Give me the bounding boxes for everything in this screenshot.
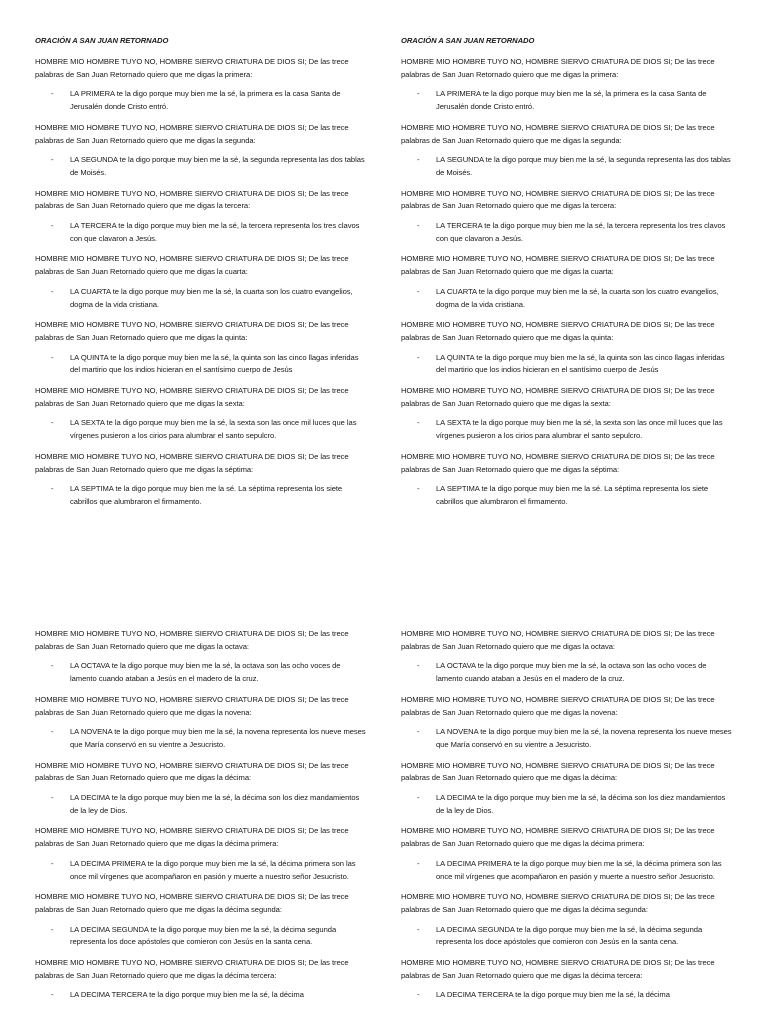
invocation-paragraph: HOMBRE MIO HOMBRE TUYO NO, HOMBRE SIERVO CRIATURA DE DIOS SI; De las trece palabras de San Juan Retornado quiero que me digas la sexta: [35, 386, 349, 408]
list-item-text: LA DECIMA te la digo porque muy bien me la sé, la décima son los diez mandamientos de la ley de Dios. [436, 793, 726, 815]
list-item-text: LA DECIMA PRIMERA te la digo porque muy bien me la sé, la décima primera son las once mil vírgenes que acompañaron en pasión y muerte a nuestro señor Jesucristo. [436, 858, 722, 881]
dash-marker: - [417, 221, 420, 231]
dash-marker: - [417, 661, 420, 671]
list-item [401, 726, 733, 751]
list-item [35, 154, 367, 179]
list-item-text: LA SEGUNDA te la digo porque muy bien me la sé, la segunda representa las dos tablas de Moisés. [436, 155, 731, 177]
dash-marker: - [417, 352, 420, 362]
dash-marker: - [417, 155, 420, 165]
invocation-paragraph: HOMBRE MIO HOMBRE TUYO NO, HOMBRE SIERVO CRIATURA DE DIOS SI; De las trece palabras de San Juan Retornado quiero que me digas la quinta: [401, 320, 715, 342]
invocation-paragraph: HOMBRE MIO HOMBRE TUYO NO, HOMBRE SIERVO CRIATURA DE DIOS SI; De las trece palabras de San Juan Retornado quiero que me digas la novena: [401, 694, 715, 717]
invocation-paragraph: HOMBRE MIO HOMBRE TUYO NO, HOMBRE SIERVO CRIATURA DE DIOS SI; De las trece palabras de San Juan Retornado quiero que me digas la décima tercera: [401, 958, 715, 980]
list-item-text: LA DECIMA SEGUNDA te la digo porque muy bien me la sé, la décima segunda representa los doce apóstoles que comieron con Jesús en la santa cena. [436, 924, 703, 947]
invocation-paragraph: HOMBRE MIO HOMBRE TUYO NO, HOMBRE SIERVO CRIATURA DE DIOS SI; De las trece palabras de San Juan Retornado quiero que me digas la décima segunda: [35, 892, 349, 914]
dash-marker: - [51, 286, 54, 296]
dash-marker: - [51, 418, 54, 428]
invocation-paragraph: HOMBRE MIO HOMBRE TUYO NO, HOMBRE SIERVO CRIATURA DE DIOS SI; De las trece palabras de San Juan Retornado quiero que me digas la décima primera: [35, 826, 349, 849]
list-item-text: LA CUARTA te la digo porque muy bien me la sé, la cuarta son los cuatro evangelios, dogma de la vida cristiana. [70, 286, 353, 309]
invocation-paragraph: HOMBRE MIO HOMBRE TUYO NO, HOMBRE SIERVO CRIATURA DE DIOS SI; De las trece palabras de San Juan Retornado quiero que me digas la primera: [35, 57, 349, 79]
dash-marker: - [51, 924, 54, 934]
list-item-text: LA CUARTA te la digo porque muy bien me la sé, la cuarta son los cuatro evangelios, dogma de la vida cristiana. [436, 286, 719, 309]
list-item-partial [35, 989, 367, 1002]
list-item [35, 792, 367, 817]
list-item [35, 660, 367, 685]
dash-marker: - [417, 89, 420, 99]
list-item-partial [401, 989, 733, 1002]
invocation-paragraph: HOMBRE MIO HOMBRE TUYO NO, HOMBRE SIERVO CRIATURA DE DIOS SI; De las trece palabras de San Juan Retornado quiero que me digas la octava: [401, 629, 715, 651]
list-item-text: LA SEXTA te la digo porque muy bien me la sé, la sexta son las once mil luces que las vírgenes pusieron a los cirios para alumbrar el santo sepulcro. [436, 418, 723, 441]
dash-marker: - [51, 858, 54, 868]
dash-marker: - [51, 990, 54, 1000]
invocation-paragraph: HOMBRE MIO HOMBRE TUYO NO, HOMBRE SIERVO CRIATURA DE DIOS SI; De las trece palabras de San Juan Retornado quiero que me digas la décima segunda: [401, 892, 715, 914]
invocation-paragraph: HOMBRE MIO HOMBRE TUYO NO, HOMBRE SIERVO CRIATURA DE DIOS SI; De las trece palabras de San Juan Retornado quiero que me digas la segunda: [35, 122, 349, 145]
list-item [35, 220, 367, 245]
list-item-text: LA DECIMA te la digo porque muy bien me la sé, la décima son los diez mandamientos de la ley de Dios. [70, 793, 360, 815]
prayer-title: ORACIÓN A SAN JUAN RETORNADO [35, 36, 169, 45]
list-item [35, 417, 367, 442]
list-item-text: LA PRIMERA te la digo porque muy bien me la sé, la primera es la casa Santa de Jerusalén donde Cristo entró. [70, 89, 341, 112]
list-item [35, 286, 367, 311]
list-item [401, 858, 733, 883]
list-item-text: LA QUINTA te la digo porque muy bien me la sé, la quinta son las cinco llagas inferidas del martirio que los indios hicieran en el santísimo cuerpo de Jesús [70, 352, 359, 375]
list-item-text: LA TERCERA te la digo porque muy bien me la sé, la tercera representa los tres clavos con que clavaron a Jesús. [436, 221, 726, 243]
dash-marker: - [417, 793, 420, 803]
list-item-text: LA OCTAVA te la digo porque muy bien me la sé, la octava son las ocho voces de lamento cuando ataban a Jesús en el madero de la cruz. [436, 661, 707, 684]
prayer-page-top-left [35, 34, 367, 517]
dash-marker: - [417, 484, 420, 494]
list-item-text: LA PRIMERA te la digo porque muy bien me la sé, la primera es la casa Santa de Jerusalén donde Cristo entró. [436, 89, 707, 112]
prayer-title: ORACIÓN A SAN JUAN RETORNADO [401, 36, 535, 45]
list-item-text: LA TERCERA te la digo porque muy bien me la sé, la tercera representa los tres clavos con que clavaron a Jesús. [70, 221, 360, 243]
list-item-text: LA DECIMA PRIMERA te la digo porque muy bien me la sé, la décima primera son las once mil vírgenes que acompañaron en pasión y muerte a nuestro señor Jesucristo. [70, 858, 356, 881]
list-item [401, 352, 733, 377]
list-item-text: LA SEPTIMA te la digo porque muy bien me la sé. La séptima representa los siete cabrillos que alumbraron el firmamento. [436, 484, 709, 506]
invocation-paragraph: HOMBRE MIO HOMBRE TUYO NO, HOMBRE SIERVO CRIATURA DE DIOS SI; De las trece palabras de San Juan Retornado quiero que me digas la primera: [401, 57, 715, 79]
list-item-text: LA DECIMA TERCERA te la digo porque muy bien me la sé, la décima [436, 990, 670, 1000]
invocation-paragraph: HOMBRE MIO HOMBRE TUYO NO, HOMBRE SIERVO CRIATURA DE DIOS SI; De las trece palabras de San Juan Retornado quiero que me digas la séptima: [401, 451, 715, 474]
invocation-paragraph: HOMBRE MIO HOMBRE TUYO NO, HOMBRE SIERVO CRIATURA DE DIOS SI; De las trece palabras de San Juan Retornado quiero que me digas la segunda: [401, 122, 715, 145]
list-item-text: LA NOVENA te la digo porque muy bien me la sé, la novena representa los nueve meses que María conservó en su vientre a Jesucristo. [436, 727, 732, 749]
dash-marker: - [417, 858, 420, 868]
dash-marker: - [51, 727, 54, 737]
invocation-paragraph: HOMBRE MIO HOMBRE TUYO NO, HOMBRE SIERVO CRIATURA DE DIOS SI; De las trece palabras de San Juan Retornado quiero que me digas la novena: [35, 694, 349, 717]
list-item [35, 88, 367, 113]
invocation-paragraph: HOMBRE MIO HOMBRE TUYO NO, HOMBRE SIERVO CRIATURA DE DIOS SI; De las trece palabras de San Juan Retornado quiero que me digas la tercera: [401, 188, 715, 211]
dash-marker: - [417, 924, 420, 934]
list-item [401, 660, 733, 685]
prayer-page-bottom-right [401, 628, 733, 1010]
dash-marker: - [417, 286, 420, 296]
invocation-paragraph: HOMBRE MIO HOMBRE TUYO NO, HOMBRE SIERVO CRIATURA DE DIOS SI; De las trece palabras de San Juan Retornado quiero que me digas la décima primera: [401, 826, 715, 849]
invocation-paragraph: HOMBRE MIO HOMBRE TUYO NO, HOMBRE SIERVO CRIATURA DE DIOS SI; De las trece palabras de San Juan Retornado quiero que me digas la octava: [35, 629, 349, 651]
list-item [401, 924, 733, 949]
list-item-text: LA QUINTA te la digo porque muy bien me la sé, la quinta son las cinco llagas inferidas del martirio que los indios hicieran en el santísimo cuerpo de Jesús [436, 352, 725, 375]
list-item [401, 220, 733, 245]
invocation-paragraph: HOMBRE MIO HOMBRE TUYO NO, HOMBRE SIERVO CRIATURA DE DIOS SI; De las trece palabras de San Juan Retornado quiero que me digas la quinta: [35, 320, 349, 342]
dash-marker: - [51, 89, 54, 99]
list-item [401, 417, 733, 442]
dash-marker: - [51, 484, 54, 494]
dash-marker: - [51, 352, 54, 362]
invocation-paragraph: HOMBRE MIO HOMBRE TUYO NO, HOMBRE SIERVO CRIATURA DE DIOS SI; De las trece palabras de San Juan Retornado quiero que me digas la cuarta: [401, 254, 715, 277]
invocation-paragraph: HOMBRE MIO HOMBRE TUYO NO, HOMBRE SIERVO CRIATURA DE DIOS SI; De las trece palabras de San Juan Retornado quiero que me digas la tercera: [35, 188, 349, 211]
list-item [401, 483, 733, 508]
dash-marker: - [51, 155, 54, 165]
prayer-page-top-right [401, 34, 733, 517]
invocation-paragraph: HOMBRE MIO HOMBRE TUYO NO, HOMBRE SIERVO CRIATURA DE DIOS SI; De las trece palabras de San Juan Retornado quiero que me digas la décima: [401, 760, 715, 783]
list-item-text: LA SEGUNDA te la digo porque muy bien me la sé, la segunda representa las dos tablas de Moisés. [70, 155, 365, 177]
invocation-paragraph: HOMBRE MIO HOMBRE TUYO NO, HOMBRE SIERVO CRIATURA DE DIOS SI; De las trece palabras de San Juan Retornado quiero que me digas la décima tercera: [35, 958, 349, 980]
list-item-text: LA SEPTIMA te la digo porque muy bien me la sé. La séptima representa los siete cabrillos que alumbraron el firmamento. [70, 484, 343, 506]
list-item [35, 483, 367, 508]
dash-marker: - [51, 793, 54, 803]
list-item [35, 352, 367, 377]
list-item [401, 88, 733, 113]
dash-marker: - [417, 727, 420, 737]
list-item [35, 858, 367, 883]
invocation-paragraph: HOMBRE MIO HOMBRE TUYO NO, HOMBRE SIERVO CRIATURA DE DIOS SI; De las trece palabras de San Juan Retornado quiero que me digas la décima: [35, 760, 349, 783]
list-item-text: LA DECIMA SEGUNDA te la digo porque muy bien me la sé, la décima segunda representa los doce apóstoles que comieron con Jesús en la santa cena. [70, 924, 337, 947]
list-item [401, 154, 733, 179]
invocation-paragraph: HOMBRE MIO HOMBRE TUYO NO, HOMBRE SIERVO CRIATURA DE DIOS SI; De las trece palabras de San Juan Retornado quiero que me digas la séptima: [35, 451, 349, 474]
dash-marker: - [51, 661, 54, 671]
invocation-paragraph: HOMBRE MIO HOMBRE TUYO NO, HOMBRE SIERVO CRIATURA DE DIOS SI; De las trece palabras de San Juan Retornado quiero que me digas la sexta: [401, 386, 715, 408]
dash-marker: - [417, 418, 420, 428]
dash-marker: - [417, 990, 420, 1000]
list-item [401, 792, 733, 817]
list-item [35, 924, 367, 949]
list-item [35, 726, 367, 751]
list-item-text: LA DECIMA TERCERA te la digo porque muy bien me la sé, la décima [70, 990, 304, 1000]
list-item-text: LA SEXTA te la digo porque muy bien me la sé, la sexta son las once mil luces que las vírgenes pusieron a los cirios para alumbrar el santo sepulcro. [70, 418, 357, 441]
list-item-text: LA NOVENA te la digo porque muy bien me la sé, la novena representa los nueve meses que María conservó en su vientre a Jesucristo. [70, 727, 366, 749]
invocation-paragraph: HOMBRE MIO HOMBRE TUYO NO, HOMBRE SIERVO CRIATURA DE DIOS SI; De las trece palabras de San Juan Retornado quiero que me digas la cuarta: [35, 254, 349, 277]
dash-marker: - [51, 221, 54, 231]
list-item [401, 286, 733, 311]
list-item-text: LA OCTAVA te la digo porque muy bien me la sé, la octava son las ocho voces de lamento cuando ataban a Jesús en el madero de la cruz. [70, 661, 341, 684]
prayer-page-bottom-left [35, 628, 367, 1010]
